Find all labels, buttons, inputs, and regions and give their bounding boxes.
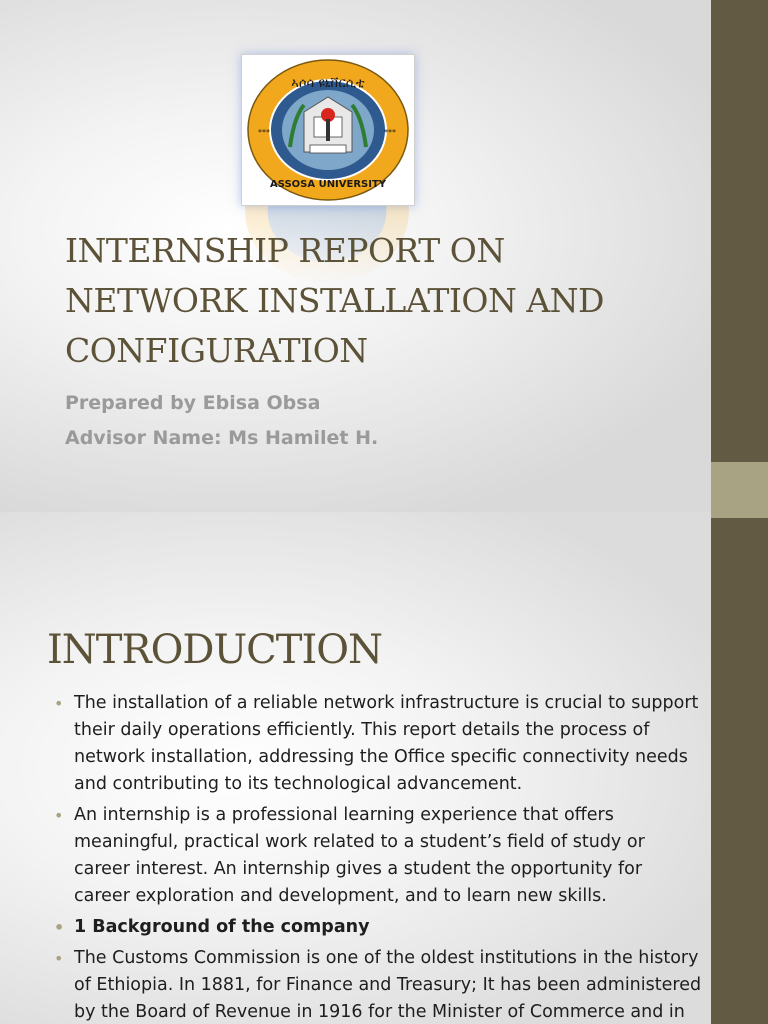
university-logo [241, 54, 415, 206]
introduction-heading: INTRODUCTION [47, 627, 383, 673]
bullet-item [52, 802, 742, 910]
bullet-icon: • [54, 918, 65, 937]
bullet-item [52, 945, 742, 1024]
bullet-icon: • [54, 949, 64, 968]
university-seal-icon [244, 57, 412, 203]
bullet-icon: • [54, 694, 64, 713]
bullet-item [52, 914, 742, 941]
logo-text-bottom: ASSOSA UNIVERSITY [269, 179, 387, 190]
bullet-text: The installation of a reliable network infrastructure is crucial to support their daily operations efficiently. This report details the process of network installation, addressing the Office specific connectivity needs and contributing to its technological advancement. [74, 693, 699, 794]
bullet-text: 1 Background of the company [74, 917, 370, 937]
right-accent-block [711, 462, 768, 518]
bullet-text: The Customs Commission is one of the oldest institutions in the history of Ethiopia. In 1881, for Finance and Treasury; It has been administered by the Board of Revenue in 1916 for the Minister of Commerce and in [74, 948, 702, 1022]
introduction-slide [0, 512, 768, 1024]
svg-text:***: *** [384, 128, 396, 137]
svg-text:***: *** [258, 128, 270, 137]
svg-text:ኣሶሳ ዩኒቨርሲቲ: ኣሶሳ ዩኒቨርሲቲ [291, 76, 365, 91]
advisor-name: Advisor Name: Ms Hamilet H. [65, 427, 379, 449]
bullet-text: An internship is a professional learning experience that offers meaningful, practical work related to a student’s field of study or career interest. An internship gives a student the opportunity for career exploration and development, and to learn new skills. [74, 805, 645, 906]
prepared-by: Prepared by Ebisa Obsa [65, 392, 321, 414]
bullet-icon: • [54, 806, 64, 825]
introduction-bullets [52, 690, 742, 1024]
report-title: INTERNSHIP REPORT ON NETWORK INSTALLATION AND CONFIGURATION [65, 231, 604, 370]
bullet-item [52, 690, 742, 798]
